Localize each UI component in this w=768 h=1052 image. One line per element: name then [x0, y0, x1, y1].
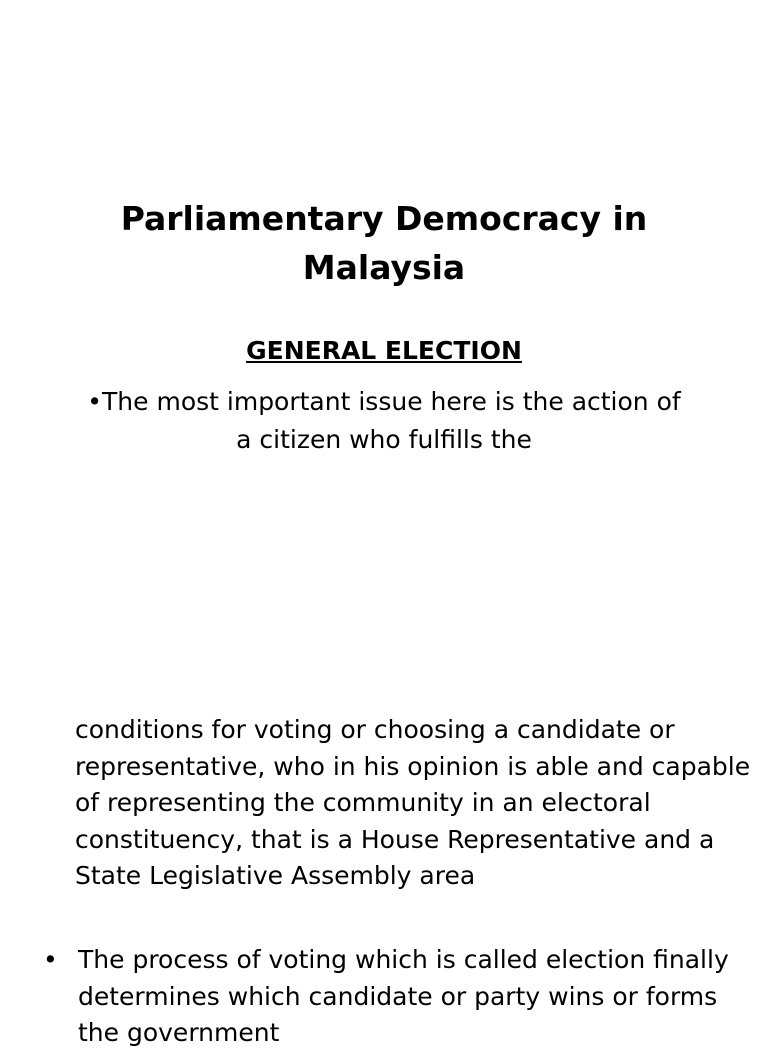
bullet-marker: • — [43, 945, 58, 974]
bullet-text: The process of voting which is called election finally determines which candidate or party wins or forms the government — [78, 945, 729, 1047]
body-paragraph: conditions for voting or choosing a candidate or representative, who in his opinion is able and capable of representing the community in an electoral constituency, that is a House Representative and a State Legislative Assembly area — [75, 715, 751, 890]
intro-text: •The most important issue here is the action of a citizen who fulfills the — [87, 387, 681, 454]
bullet-item — [40, 942, 740, 1052]
slide-title: Parliamentary Democracy in Malaysia — [120, 199, 648, 287]
section-heading: GENERAL ELECTION — [246, 336, 522, 365]
